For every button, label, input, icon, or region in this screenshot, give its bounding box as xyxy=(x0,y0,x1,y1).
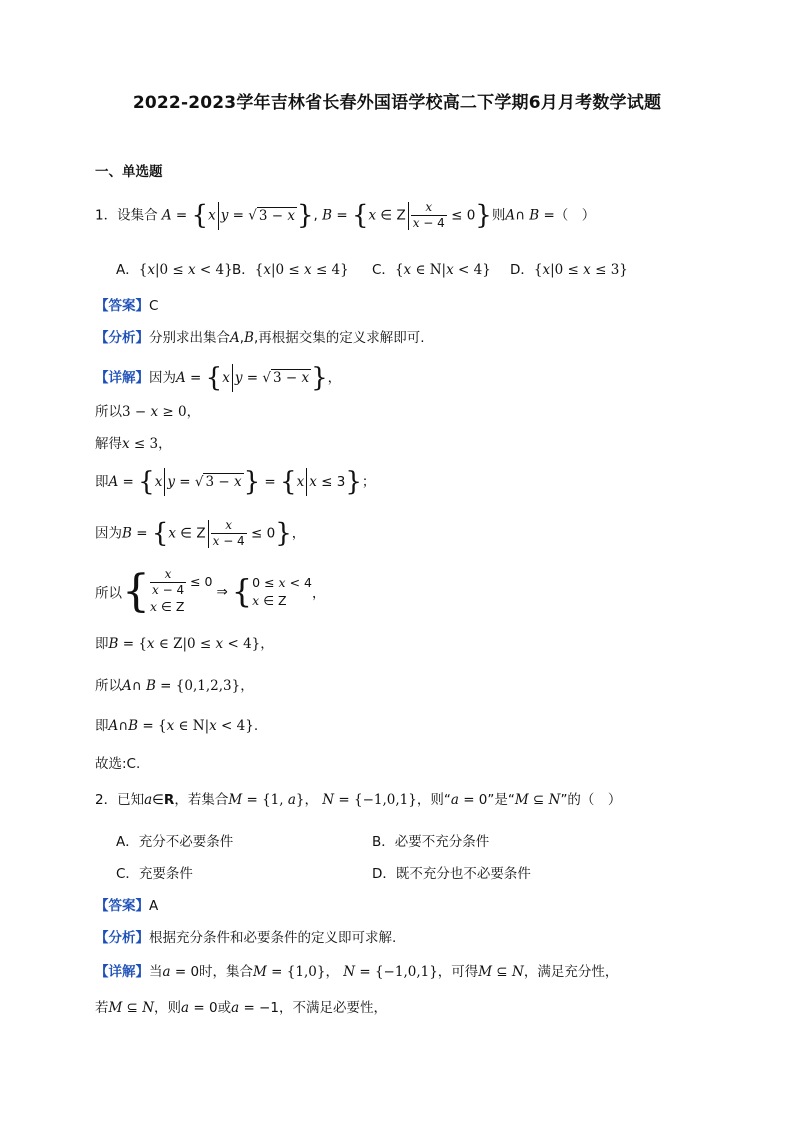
q1-prefix: 1．设集合 xyxy=(95,207,158,224)
q1-answer: 【答案】C xyxy=(95,298,159,314)
q1-detail-7: 即B = {x ∈ Z|0 ≤ x < 4}， xyxy=(95,636,274,652)
q1-detail-3: 解得x ≤ 3， xyxy=(95,436,172,452)
q1-detail-8: 所以A∩ B = {0,1,2,3}， xyxy=(95,678,254,694)
page-title: 2022-2023学年吉林省长春外国语学校高二下学期6月月考数学试题 xyxy=(132,93,662,113)
q1-detail-6: 所以{ $\frac{x}{x - 4}$ ≤ 0 x ∈ Z ⇒ { 0 ≤ x < 4 x ∈ Z ， xyxy=(95,566,326,617)
q2-option-b: B．必要不充分条件 xyxy=(372,834,490,850)
q2-answer: 【答案】A xyxy=(95,898,159,914)
q2-stem: 2．已知a∈R，若集合M = {1, a}， N = {−1,0,1}，则“a = 0”是“M ⊆ N”的（ ） xyxy=(95,792,622,808)
q1-detail-4: 即A = {x y = √ 3 − x} = {x x ≤ 3}； xyxy=(95,467,376,497)
q2-option-a: A．充分不必要条件 xyxy=(116,834,234,850)
q2-detail-2: 若M ⊆ N，则a = 0或a = −1，不满足必要性， xyxy=(95,1000,387,1016)
q2-option-c: C．充要条件 xyxy=(116,866,193,882)
q1-stem: 1．设集合 A = {x y = √ 3 − x}, B = {x ∈ Z $\frac{x}{x - 4}$ ≤ 0}则A∩ B =（ ） xyxy=(95,200,596,231)
q1-detail-9: 即A∩B = {x ∈ N|x < 4}. xyxy=(95,718,259,734)
q1-option-b: B．{x|0 ≤ x ≤ 4} xyxy=(232,262,349,278)
q2-analysis: 【分析】根据充分条件和必要条件的定义即可求解. xyxy=(95,930,397,946)
q1-option-c: C．{x ∈ N|x < 4} xyxy=(372,262,491,278)
q1-option-a: A．{x|0 ≤ x < 4} xyxy=(116,262,233,278)
q2-detail-1: 【详解】当a = 0时，集合M = {1,0}， N = {−1,0,1}，可得M ⊆ N，满足充分性， xyxy=(95,964,619,980)
q1-option-d: D．{x|0 ≤ x ≤ 3} xyxy=(510,262,628,278)
section-heading: 一、单选题 xyxy=(95,164,163,180)
q1-detail-1: 【详解】因为A = {x y = √ 3 − x}， xyxy=(95,363,342,393)
q1-detail-5: 因为B = {x ∈ Z $\frac{x}{x - 4}$ ≤ 0}， xyxy=(95,518,306,549)
q1-analysis: 【分析】分别求出集合A,B,再根据交集的定义求解即可. xyxy=(95,330,425,346)
q1-detail-2: 所以3 − x ≥ 0， xyxy=(95,404,201,420)
q2-option-d: D．既不充分也不必要条件 xyxy=(372,866,531,882)
q1-detail-10: 故选:C. xyxy=(95,756,141,772)
